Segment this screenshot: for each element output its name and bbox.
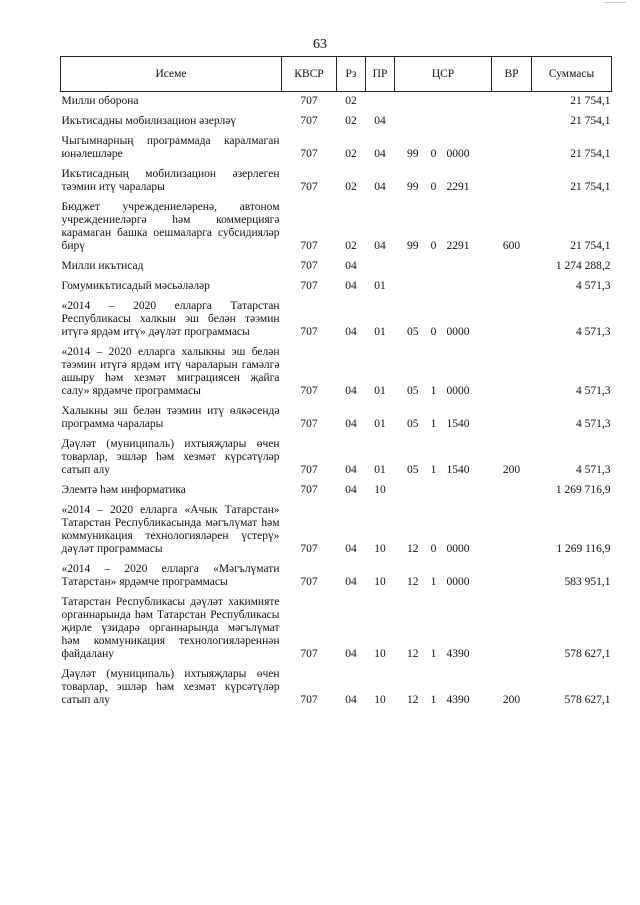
row-rz: 02 [345,115,357,127]
row-pr [366,257,395,277]
row-vr [492,132,532,165]
scan-edge-mark [604,2,626,3]
row-kvsr: 707 [300,484,318,496]
row-rz: 04 [345,418,357,430]
row-csr-program: 99 [407,148,419,160]
row-csr-program [395,277,423,297]
table-row [61,132,612,165]
row-sum: 21 754,1 [570,115,611,127]
table-row [61,343,612,402]
row-csr-subprogram: 0 [430,326,437,338]
row-pr: 10 [374,484,386,496]
table-row [61,435,612,481]
row-csr-subprogram: 0 [430,543,437,555]
row-csr-subprogram: 1 [430,576,437,588]
row-rz: 04 [345,543,357,555]
header-kvsr: КВСР [282,57,337,92]
row-csr-subprogram: 1 [430,418,437,430]
row-sum: 1 269 716,9 [555,484,611,496]
row-name: «2014 – 2020 елларга «Ачык Татарстан» Татарстан Республикасында мәгълүмат һәм коммуникация технологияләрен үстерү» дәүләт программасы [61,504,280,555]
row-rz: 04 [345,464,357,476]
row-csr-direction: 1540 [446,418,470,430]
row-sum: 4 571,3 [576,280,611,292]
row-kvsr: 707 [300,543,318,555]
header-rz: Рз [337,57,366,92]
row-sum: 21 754,1 [570,148,611,160]
row-csr-program: 12 [407,543,419,555]
row-name: Элемтә һәм информатика [61,484,186,496]
row-pr: 10 [374,694,386,706]
row-csr-program [395,257,423,277]
row-csr-program: 99 [407,240,419,252]
row-csr-direction: 1540 [446,464,470,476]
row-csr-direction: 4390 [446,648,470,660]
header-csr: ЦСР [395,57,492,92]
row-rz: 02 [345,240,357,252]
row-rz: 04 [345,648,357,660]
row-csr-direction: 0000 [446,385,470,397]
row-csr-subprogram: 0 [430,148,437,160]
row-name: Икътисадның мобилизацион әзерлеген тәэмин итү чаралары [61,168,280,193]
row-sum: 21 754,1 [570,240,611,252]
row-rz: 04 [345,385,357,397]
row-name: Дәүләт (муниципаль) ихтыяҗлары өчен товарлар, эшләр һәм хезмәт күрсәтүләр сатып алу [61,438,280,476]
row-csr-direction: 2291 [446,240,470,252]
row-vr [492,112,532,132]
row-csr-direction [445,277,492,297]
row-pr: 10 [374,648,386,660]
row-csr-subprogram: 1 [430,694,437,706]
row-sum: 4 571,3 [576,418,611,430]
row-rz: 04 [345,260,357,272]
row-pr: 10 [374,543,386,555]
budget-table [60,56,612,711]
row-csr-program: 12 [407,694,419,706]
row-name: Милли икътисад [61,260,144,272]
table-header-row [61,57,612,92]
row-kvsr: 707 [300,385,318,397]
table-row [61,402,612,435]
row-sum: 4 571,3 [576,326,611,338]
row-csr-program [395,481,423,501]
row-pr [366,92,395,113]
row-name: Бюджет учреждениеләренә, автоном учреждениеләргә һәм коммерциягә карамаган башка оешмаларга субсидияләр бирү [61,201,280,252]
row-vr: 600 [502,240,521,252]
row-csr-program: 99 [407,181,419,193]
row-csr-program [395,112,423,132]
row-name: Гомумикътисадый мәсьәләләр [61,280,210,292]
row-kvsr: 707 [300,115,318,127]
row-sum: 1 269 116,9 [556,543,611,555]
row-name: «2014 – 2020 елларга «Мәгълүмати Татарстан» ярдәмче программасы [61,563,280,588]
row-rz: 04 [345,484,357,496]
row-sum: 1 274 288,2 [555,260,611,272]
row-csr-direction: 0000 [446,326,470,338]
row-sum: 21 754,1 [570,181,611,193]
row-pr: 04 [374,148,386,160]
row-kvsr: 707 [300,148,318,160]
table-row [61,593,612,665]
row-csr-subprogram [423,257,445,277]
row-vr: 200 [502,464,521,476]
row-pr: 04 [374,181,386,193]
row-rz: 04 [345,576,357,588]
row-csr-subprogram [423,277,445,297]
row-kvsr: 707 [300,464,318,476]
table-row [61,165,612,198]
row-csr-subprogram: 1 [430,648,437,660]
row-vr [492,343,532,402]
row-csr-subprogram: 1 [430,385,437,397]
row-csr-program: 05 [407,464,419,476]
row-vr [492,257,532,277]
row-rz: 02 [345,181,357,193]
header-sum: Суммасы [532,57,612,92]
row-vr [492,277,532,297]
table-row [61,257,612,277]
row-rz: 02 [345,148,357,160]
row-csr-subprogram [423,112,445,132]
row-kvsr: 707 [300,576,318,588]
row-csr-program: 05 [407,326,419,338]
row-csr-direction: 0000 [446,148,470,160]
row-pr: 04 [374,240,386,252]
row-name: Икътисадны мобилизацион әзерләү [61,115,237,127]
header-name: Исеме [61,57,282,92]
table-row [61,501,612,560]
row-vr [492,92,532,113]
row-name: «2014 – 2020 елларга халыкны эш белән тәэмин итүгә ярдәм итү чараларын гамәлгә ашыру һәм хезмәт миграциясен җайга салу» ярдәмче программасы [61,346,280,397]
row-csr-subprogram [423,481,445,501]
table-row [61,481,612,501]
row-vr [492,297,532,343]
page-number: 63 [313,37,327,52]
row-sum: 578 627,1 [564,648,611,660]
row-csr-program: 12 [407,576,419,588]
row-csr-program [395,92,423,113]
row-kvsr: 707 [300,240,318,252]
row-vr: 200 [502,694,521,706]
row-pr: 04 [374,115,386,127]
row-vr [492,481,532,501]
row-name: Чыгымнарның программада каралмаган юнәлешләре [61,135,280,160]
table-row [61,277,612,297]
row-name: Татарстан Республикасы дәүләт хакимияте органнарында һәм Татарстан Республикасы җирле үзидарә органнарында мәгълүмат һәм коммуникация технологияләреннән файдалану [61,596,280,660]
row-name: Дәүләт (муниципаль) ихтыяҗлары өчен товарлар, эшләр һәм хезмәт күрсәтүләр сатып алу [61,668,280,706]
row-csr-subprogram: 0 [430,181,437,193]
row-name: Милли оборона [61,95,139,107]
row-csr-direction: 0000 [446,543,470,555]
table-body [61,92,612,712]
row-vr [492,501,532,560]
row-sum: 4 571,3 [576,464,611,476]
row-sum: 4 571,3 [576,385,611,397]
row-csr-program: 05 [407,418,419,430]
row-csr-direction [445,112,492,132]
row-csr-program: 05 [407,385,419,397]
table-row [61,560,612,593]
table-row [61,92,612,113]
row-kvsr: 707 [300,326,318,338]
row-name: «2014 – 2020 елларга Татарстан Республикасы халкын эш белән тәэмин итүгә ярдәм итү» дәүләт программасы [61,300,280,338]
row-pr: 10 [374,576,386,588]
row-vr [492,560,532,593]
row-csr-direction: 0000 [446,576,470,588]
row-csr-direction [445,257,492,277]
row-kvsr: 707 [300,280,318,292]
row-csr-subprogram: 0 [430,240,437,252]
table-row [61,297,612,343]
row-kvsr: 707 [300,694,318,706]
header-vr: ВР [492,57,532,92]
row-vr [492,165,532,198]
row-sum: 21 754,1 [570,95,611,107]
row-rz: 04 [345,326,357,338]
row-kvsr: 707 [300,181,318,193]
row-sum: 583 951,1 [564,576,611,588]
row-pr: 01 [374,464,386,476]
row-sum: 578 627,1 [564,694,611,706]
row-kvsr: 707 [300,418,318,430]
header-pr: ПР [366,57,395,92]
row-rz: 04 [345,280,357,292]
row-pr: 01 [374,326,386,338]
row-csr-direction: 2291 [446,181,470,193]
row-csr-direction [445,481,492,501]
row-kvsr: 707 [300,648,318,660]
row-rz: 02 [345,95,357,107]
row-csr-direction: 4390 [446,694,470,706]
row-csr-subprogram: 1 [430,464,437,476]
row-csr-direction [445,92,492,113]
row-rz: 04 [345,694,357,706]
table-row [61,198,612,257]
row-vr [492,593,532,665]
row-csr-subprogram [423,92,445,113]
row-vr [492,402,532,435]
row-kvsr: 707 [300,95,318,107]
row-name: Халыкны эш белән тәэмин итү өлкәсендә программа чаралары [61,405,280,430]
row-pr: 01 [374,385,386,397]
table-row [61,112,612,132]
table-row [61,665,612,711]
row-pr: 01 [374,280,386,292]
row-kvsr: 707 [300,260,318,272]
row-csr-program: 12 [407,648,419,660]
row-pr: 01 [374,418,386,430]
